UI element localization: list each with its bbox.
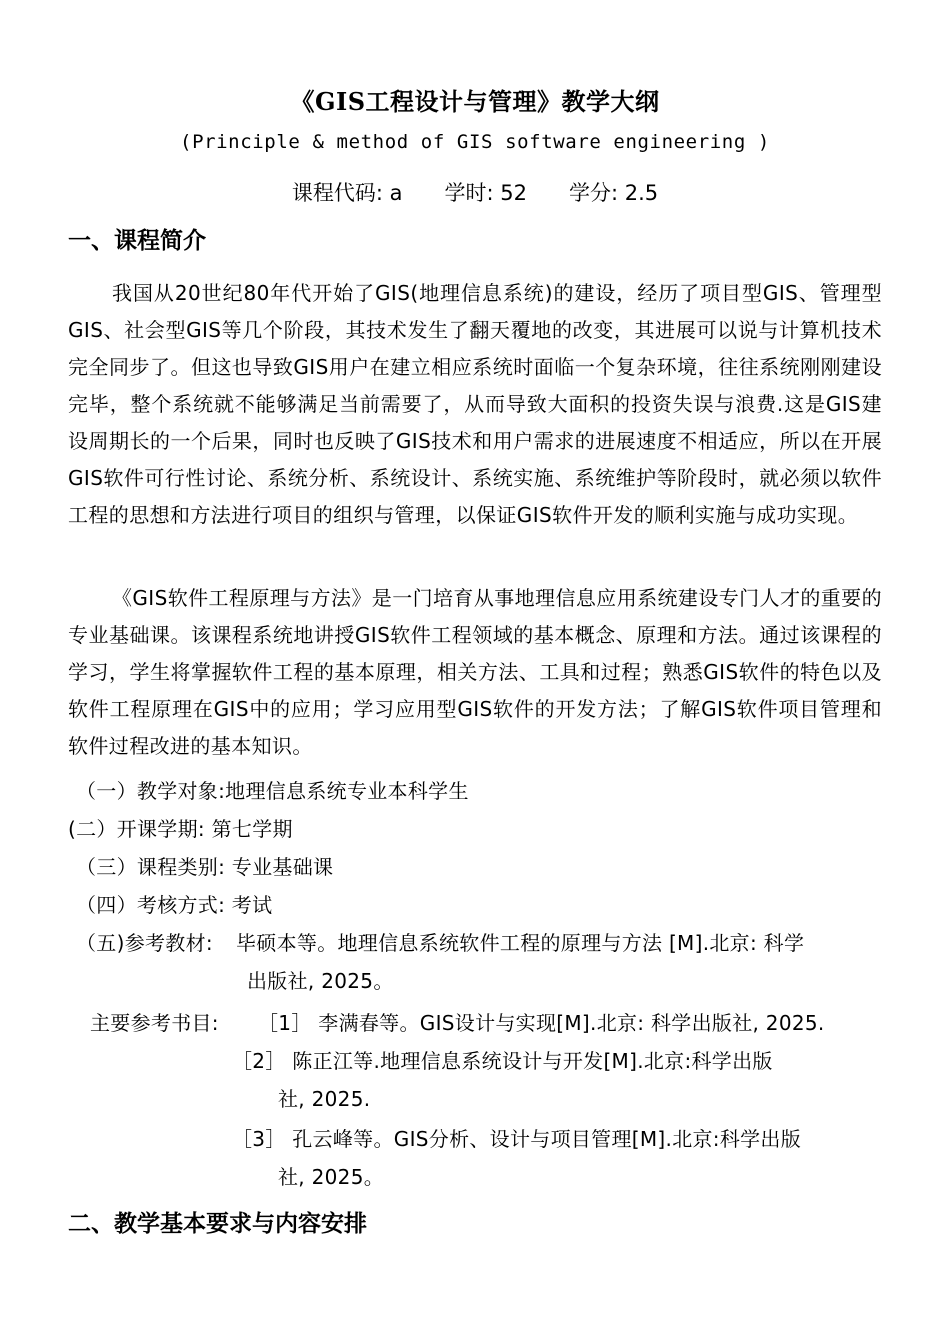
reference-1: ［1］ 李满春等。GIS设计与实现[M].北京: 科学出版社, 2025. [258, 1011, 825, 1035]
section1-heading: 一、课程简介 [68, 227, 206, 254]
item-textbook-line2: 出版社, 2025。 [247, 969, 394, 993]
course-meta [0, 176, 950, 210]
section2-heading: 二、教学基本要求与内容安排 [68, 1210, 367, 1237]
item-semester: (二）开课学期: 第七学期 [68, 817, 293, 841]
course-code: 课程代码: a [291, 181, 403, 205]
item-course-type: （三）课程类别: 专业基础课 [76, 855, 334, 879]
reference-2-line1: ［2］ 陈正江等.地理信息系统设计与开发[M].北京:科学出版 [232, 1049, 773, 1073]
course-hours: 学时: 52 [444, 181, 527, 205]
document-subtitle: (Principle & method of GIS software engineering ) [180, 131, 770, 153]
intro-paragraph-1: 我国从20世纪80年代开始了GIS(地理信息系统)的建设，经历了项目型GIS、管理型GIS、社会型GIS等几个阶段，其技术发生了翻天覆地的改变，其进展可以说与计算机技术完全同步了。但这也导致GIS用户在建立相应系统时面临一个复杂环境，往往系统刚刚建设完毕，整个系统就不能够满足当前需要了，从而导致大面积的投资失误与浪费.这是GIS建设周期长的一个后果，同时也反映了GIS技术和用户需求的进展速度不相适应，所以在开展GIS软件可行性讨论、系统分析、系统设计、系统实施、系统维护等阶段时，就必须以软件工程的思想和方法进行项目的组织与管理，以保证GIS软件开发的顺利实施与成功实现。 [68, 281, 882, 527]
document-title: 《GIS工程设计与管理》教学大纲 [290, 87, 660, 116]
references-label: 主要参考书目: [90, 1011, 219, 1035]
reference-3-line2: 社, 2025。 [278, 1165, 385, 1189]
course-credits: 学分: 2.5 [568, 181, 659, 205]
reference-3-line1: ［3］ 孔云峰等。GIS分析、设计与项目管理[M].北京:科学出版 [232, 1127, 802, 1151]
intro-paragraph-2: 《GIS软件工程原理与方法》是一门培育从事地理信息应用系统建设专门人才的重要的专业基础课。该课程系统地讲授GIS软件工程领域的基本概念、原理和方法。通过该课程的学习，学生将掌握软件工程的基本原理，相关方法、工具和过程；熟悉GIS软件的特色以及软件工程原理在GIS中的应用；学习应用型GIS软件的开发方法；了解GIS软件项目管理和软件过程改进的基本知识。 [68, 586, 882, 758]
reference-2-line2: 社, 2025. [278, 1087, 371, 1111]
item-textbook-label: （五)参考教材: [76, 931, 213, 955]
item-textbook-line1: 毕硕本等。地理信息系统软件工程的原理与方法 [M].北京: 科学 [236, 931, 805, 955]
item-assessment: （四）考核方式: 考试 [76, 893, 273, 917]
item-teaching-target: （一）教学对象:地理信息系统专业本科学生 [76, 779, 469, 803]
